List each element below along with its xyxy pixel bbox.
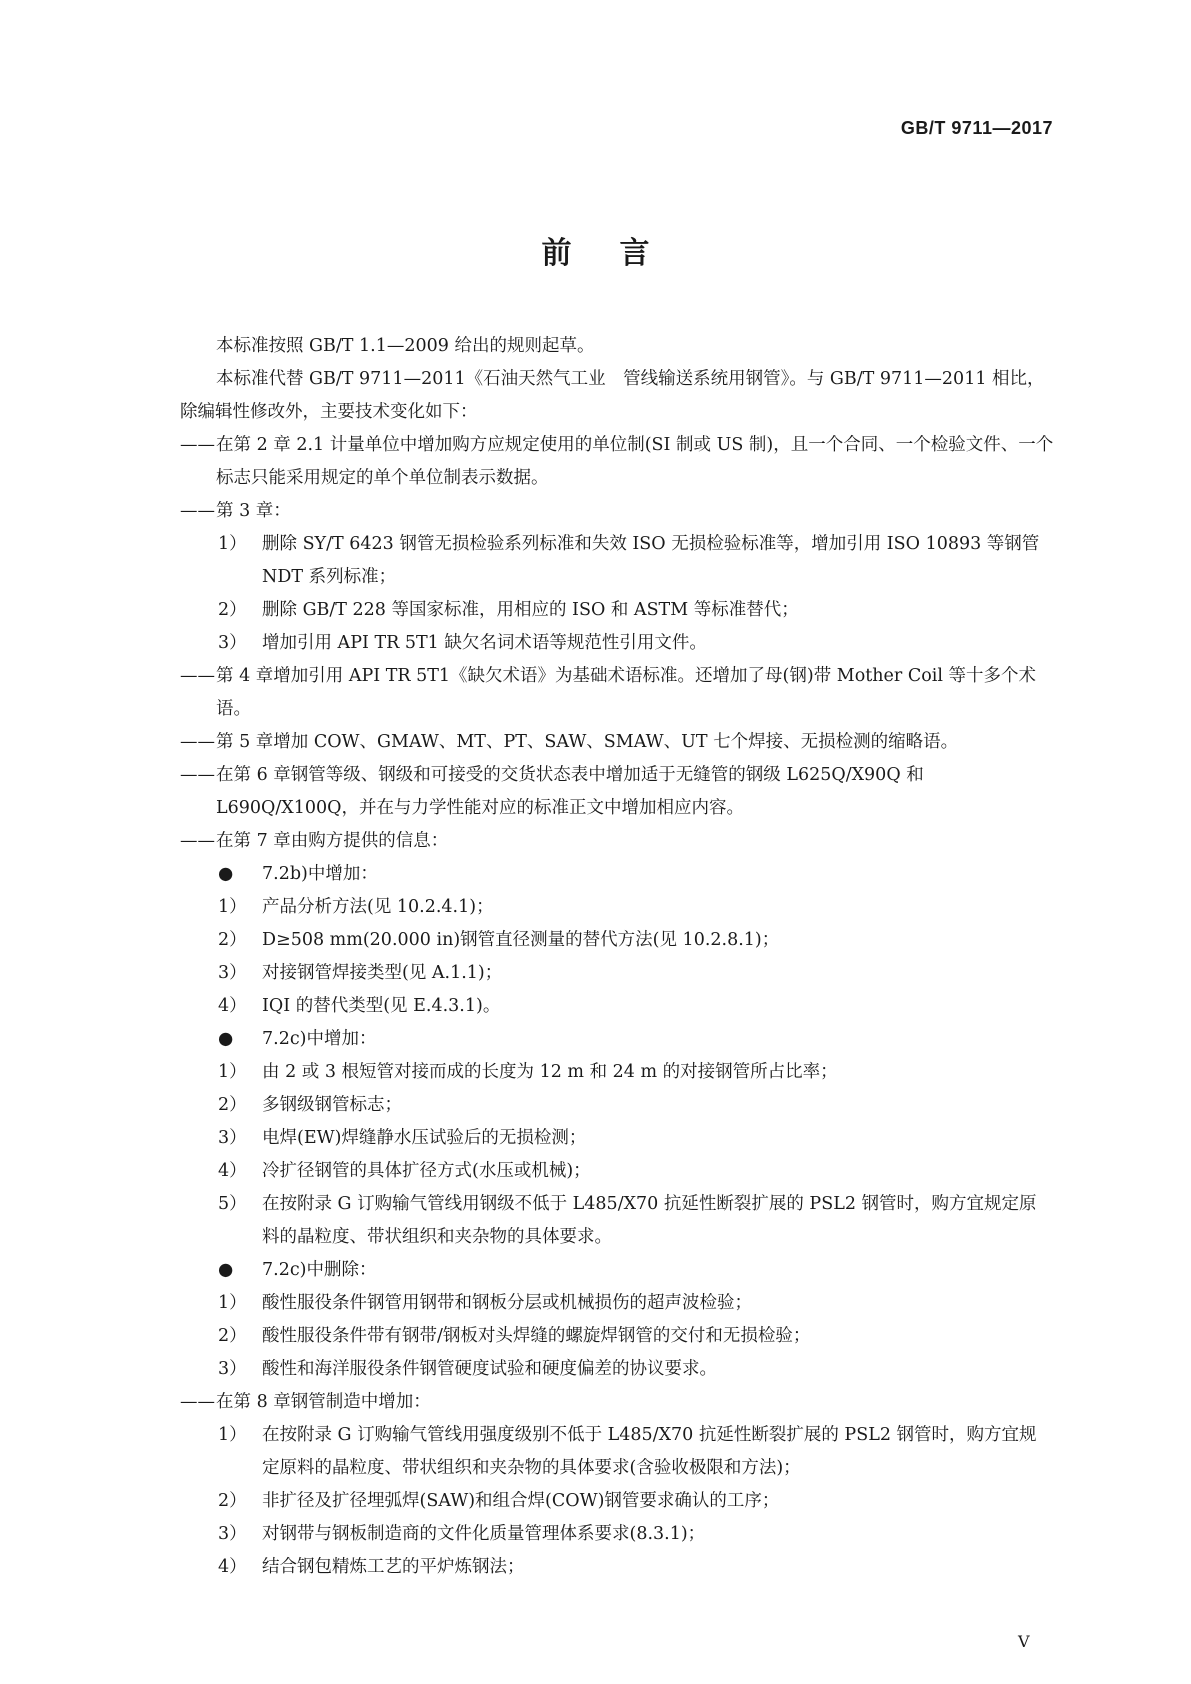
list-text: 酸性服役条件钢管用钢带和钢板分层或机械损伤的超声波检验； bbox=[262, 1293, 752, 1313]
list-text: 结合钢包精炼工艺的平炉炼钢法； bbox=[262, 1557, 525, 1577]
list-text: 在按附录 G 订购输气管线用钢级不低于 L485/X70 抗延性断裂扩展的 PSL2 钢管时，购方宜规定原料的晶粒度、带状组织和夹杂物的具体要求。 bbox=[262, 1194, 1037, 1247]
list-item bbox=[180, 528, 1054, 594]
change-text: 第 4 章增加引用 API TR 5T1《缺欠术语》为基础术语标准。还增加了母(钢)带 Mother Coil 等十多个术语。 bbox=[216, 666, 1037, 719]
change-text: 在第 7 章由购方提供的信息： bbox=[216, 831, 449, 851]
change-text: 在第 6 章钢管等级、钢级和可接受的交货状态表中增加适于无缝管的钢级 L625Q/X90Q 和 L690Q/X100Q，并在与力学性能对应的标准正文中增加相应内容。 bbox=[216, 765, 924, 818]
list-text: 酸性和海洋服役条件钢管硬度试验和硬度偏差的协议要求。 bbox=[262, 1359, 717, 1379]
list-text: 非扩径及扩径埋弧焊(SAW)和组合焊(COW)钢管要求确认的工序； bbox=[262, 1491, 780, 1511]
list-item bbox=[180, 957, 1054, 990]
list-item bbox=[180, 1155, 1054, 1188]
list-item bbox=[180, 1287, 1054, 1320]
list-item bbox=[180, 1419, 1054, 1485]
bullet-item bbox=[180, 858, 1054, 891]
list-text: D≥508 mm(20.000 in)钢管直径测量的替代方法(见 10.2.8.1)； bbox=[262, 930, 780, 950]
list-text: 删除 GB/T 228 等国家标准，用相应的 ISO 和 ASTM 等标准替代； bbox=[262, 600, 799, 620]
document-id: GB/T 9711—2017 bbox=[900, 118, 1053, 138]
bullet-item bbox=[180, 1254, 1054, 1287]
page-number: V bbox=[1018, 1632, 1030, 1651]
list-number: 4） bbox=[218, 1161, 247, 1181]
dash-mark: —— bbox=[180, 732, 215, 752]
list-item bbox=[180, 990, 1054, 1023]
list-item bbox=[180, 627, 1054, 660]
list-number: 2） bbox=[218, 1491, 247, 1511]
dash-mark: —— bbox=[180, 765, 215, 785]
list-text: 酸性服役条件带有钢带/钢板对头焊缝的螺旋焊钢管的交付和无损检验； bbox=[262, 1326, 811, 1346]
bullet-text: 7.2c)中增加： bbox=[262, 1029, 377, 1049]
list-number: 5） bbox=[218, 1194, 247, 1214]
bullet-text: 7.2b)中增加： bbox=[262, 864, 378, 884]
dash-mark: —— bbox=[180, 501, 215, 521]
list-item bbox=[180, 1056, 1054, 1089]
list-item bbox=[180, 594, 1054, 627]
bullet-text: 7.2c)中删除： bbox=[262, 1260, 377, 1280]
list-number: 3） bbox=[218, 1524, 247, 1544]
change-text: 在第 2 章 2.1 计量单位中增加购方应规定使用的单位制(SI 制或 US 制)，且一个合同、一个检验文件、一个标志只能采用规定的单个单位制表示数据。 bbox=[216, 435, 1054, 488]
list-text: 增加引用 API TR 5T1 缺欠名词术语等规范性引用文件。 bbox=[262, 633, 707, 653]
list-number: 1） bbox=[218, 534, 247, 554]
list-text: 删除 SY/T 6423 钢管无损检验系列标准和失效 ISO 无损检验标准等，增加引用 ISO 10893 等钢管 NDT 系列标准； bbox=[262, 534, 1040, 587]
change-text: 在第 8 章钢管制造中增加： bbox=[216, 1392, 431, 1412]
dash-mark: —— bbox=[180, 435, 215, 455]
list-number: 2） bbox=[218, 1326, 247, 1346]
bullet-item bbox=[180, 1023, 1054, 1056]
dash-mark: —— bbox=[180, 666, 215, 686]
list-item bbox=[180, 1089, 1054, 1122]
list-text: 对接钢管焊接类型(见 A.1.1)； bbox=[262, 963, 503, 983]
list-number: 3） bbox=[218, 963, 247, 983]
intro-paragraph-1: 本标准按照 GB/T 1.1—2009 给出的规则起草。 bbox=[216, 336, 595, 356]
list-number: 1） bbox=[218, 1293, 247, 1313]
change-item-ch5 bbox=[180, 726, 1054, 759]
list-number: 2） bbox=[218, 1095, 247, 1115]
list-text: 由 2 或 3 根短管对接而成的长度为 12 m 和 24 m 的对接钢管所占比率； bbox=[262, 1062, 838, 1082]
list-number: 4） bbox=[218, 996, 247, 1016]
list-number: 4） bbox=[218, 1557, 247, 1577]
list-text: IQI 的替代类型(见 E.4.3.1)。 bbox=[262, 996, 501, 1016]
list-number: 3） bbox=[218, 1359, 247, 1379]
list-number: 3） bbox=[218, 633, 247, 653]
list-item bbox=[180, 1353, 1054, 1386]
list-item bbox=[180, 1320, 1054, 1353]
list-text: 多钢级钢管标志； bbox=[262, 1095, 402, 1115]
bullet-icon: ● bbox=[218, 1260, 234, 1280]
change-text: 第 5 章增加 COW、GMAW、MT、PT、SAW、SMAW、UT 七个焊接、无损检测的缩略语。 bbox=[216, 732, 959, 752]
list-item bbox=[180, 1551, 1054, 1584]
list-text: 电焊(EW)焊缝静水压试验后的无损检测； bbox=[262, 1128, 587, 1148]
bullet-icon: ● bbox=[218, 1029, 234, 1049]
intro-paragraph-2: 本标准代替 GB/T 9711—2011《石油天然气工业 管线输送系统用钢管》。与 GB/T 9711—2011 相比，除编辑性修改外，主要技术变化如下： bbox=[180, 369, 1045, 422]
bullet-icon: ● bbox=[218, 864, 234, 884]
list-item bbox=[180, 1485, 1054, 1518]
list-text: 对钢带与钢板制造商的文件化质量管理体系要求(8.3.1)； bbox=[262, 1524, 706, 1544]
list-number: 1） bbox=[218, 1062, 247, 1082]
list-item bbox=[180, 924, 1054, 957]
list-item bbox=[180, 1122, 1054, 1155]
list-number: 2） bbox=[218, 930, 247, 950]
list-number: 3） bbox=[218, 1128, 247, 1148]
list-number: 1） bbox=[218, 897, 247, 917]
list-text: 冷扩径钢管的具体扩径方式(水压或机械)； bbox=[262, 1161, 591, 1181]
change-item-ch4 bbox=[180, 660, 1054, 726]
list-number: 1） bbox=[218, 1425, 247, 1445]
change-item-ch3 bbox=[180, 495, 1054, 528]
dash-mark: —— bbox=[180, 1392, 215, 1412]
preface-body bbox=[180, 330, 1054, 1584]
change-item-ch8 bbox=[180, 1386, 1054, 1419]
list-item bbox=[180, 891, 1054, 924]
list-text: 产品分析方法(见 10.2.4.1)； bbox=[262, 897, 494, 917]
change-item-ch6 bbox=[180, 759, 1054, 825]
page-title: 前言 bbox=[541, 236, 698, 271]
change-item-ch7 bbox=[180, 825, 1054, 858]
change-text: 第 3 章： bbox=[216, 501, 291, 521]
list-item bbox=[180, 1518, 1054, 1551]
change-item-ch2 bbox=[180, 429, 1054, 495]
dash-mark: —— bbox=[180, 831, 215, 851]
list-text: 在按附录 G 订购输气管线用强度级别不低于 L485/X70 抗延性断裂扩展的 PSL2 钢管时，购方宜规定原料的晶粒度、带状组织和夹杂物的具体要求(含验收极限和方法)； bbox=[262, 1425, 1037, 1478]
list-number: 2） bbox=[218, 600, 247, 620]
list-item bbox=[180, 1188, 1054, 1254]
